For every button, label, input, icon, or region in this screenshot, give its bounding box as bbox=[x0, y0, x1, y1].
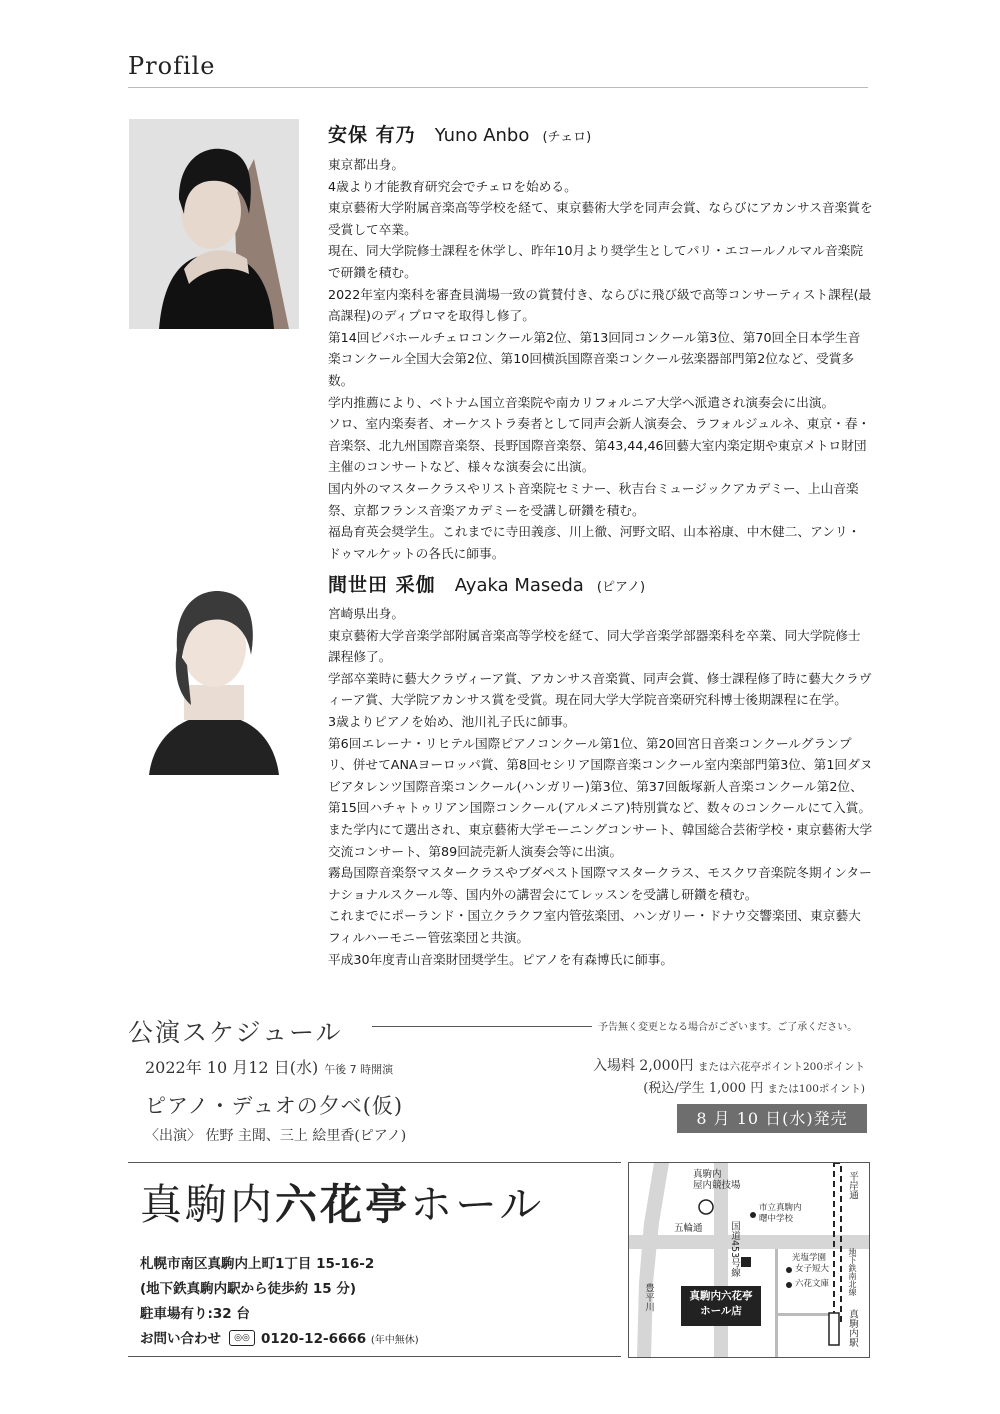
map-label-koshin: 光塩学園 bbox=[792, 1253, 827, 1263]
bio-paragraph: 平成30年度青山音楽財団奨学生。ピアノを有森博氏に師事。 bbox=[328, 951, 674, 967]
venue-name-part: ホール bbox=[410, 1180, 545, 1229]
schedule-title: 公演スケジュール bbox=[128, 1018, 343, 1047]
bio-paragraph: 学部卒業時に藝大クラヴィーア賞、アカンサス音楽賞、同声会賞、修士課程修了時に藝大クラヴィーア賞、大学院アカンサス賞を受賞。現在同大学大学院音楽研究科博士後期課程に在学。 bbox=[328, 670, 872, 708]
venue-name-part: 六花亭 bbox=[275, 1180, 411, 1229]
venue-logo bbox=[140, 1172, 544, 1232]
concert-performers: 〈出演〉 佐野 主聞、三上 絵里香(ピアノ) bbox=[145, 1128, 407, 1144]
bio-paragraph: 3歳よりピアノを始め、池川礼子氏に師事。 bbox=[328, 713, 576, 729]
contact-tel-note: (年中無休) bbox=[370, 1335, 419, 1346]
bio-paragraph: 学内推薦により、ベトナム国立音楽院や南カリフォルニア大学へ派遣され演奏会に出演。 bbox=[328, 394, 835, 410]
map-label-hiragishi: 平岸通 bbox=[847, 1171, 858, 1200]
artist-name-en: Yuno Anbo bbox=[434, 125, 530, 146]
bio-paragraph: 東京藝術大学附属音楽高等学校を経て、東京藝術大学を同声会賞、ならびにアカンサス音楽賞を受賞して卒業。 bbox=[328, 200, 873, 237]
artist-bio-anbo bbox=[328, 154, 873, 564]
time-note: 午後 7 時開演 bbox=[324, 1063, 394, 1076]
release-date-badge: 8 月 10 日(水)発売 bbox=[677, 1104, 867, 1133]
section-title: Profile bbox=[128, 52, 216, 80]
map-label-river: 豊平川 bbox=[643, 1283, 654, 1312]
ticket-price bbox=[593, 1055, 865, 1075]
bio-paragraph: 東京都出身。 bbox=[328, 157, 405, 172]
bio-paragraph: これまでにポーランド・国立クラクフ室内管弦楽団、ハンガリー・ドナウ交響楽団、東京藝大フィルハーモニー管弦楽団と共演。 bbox=[328, 908, 861, 945]
map-label-street: 五輪通 bbox=[674, 1223, 703, 1234]
bio-paragraph: 東京藝術大学音楽学部附属音楽高等学校を経て、同大学音楽学部器楽科を卒業、同大学院修士課程修了。 bbox=[328, 627, 861, 665]
price-sub: (税込/学生 1,000 円 bbox=[643, 1081, 764, 1096]
bio-paragraph: 第6回エレーナ・リヒテル国際ピアノコンクール第1位、第20回宮日音楽コンクールグランプリ、併せてANAヨーロッパ賞、第8回セシリア国際音楽コンクール室内楽部門第3位、第1回ダヌビアタレンツ国際音楽コンクール(ハンガリー)第3位、第37回飯塚新人音楽コンクール第2位、第15回ハチャトゥリアン国際コンクール(アルメニア)特別賞など、数々のコンクールにて入賞。 bbox=[328, 735, 873, 816]
ticket-price-student bbox=[643, 1077, 865, 1096]
artist-name-maseda bbox=[328, 570, 645, 597]
bio-paragraph: 宮崎県出身。 bbox=[328, 606, 405, 621]
artist-name-jp: 間世田 采伽 bbox=[328, 574, 436, 596]
contact-tel[interactable]: 0120-12-6666 bbox=[261, 1331, 367, 1347]
artist-instrument: (ピアノ) bbox=[596, 580, 646, 595]
map-label-rikka-bunko: 六花文庫 bbox=[795, 1279, 830, 1289]
schedule-notice: 予告無く変更となる場合がございます。ご了承ください。 bbox=[598, 1022, 858, 1033]
artist-instrument: (チェロ) bbox=[542, 130, 592, 145]
artist-bio-maseda bbox=[328, 603, 873, 970]
bio-paragraph: 霧島国際音楽祭マスタークラスやブダペスト国際マスタークラス、モスクワ音楽院冬期インターナショナルスクール等、国内外の講習会にてレッスンを受講し研鑽を積む。 bbox=[328, 865, 872, 902]
bio-paragraph: 第14回ビバホールチェロコンクール第2位、第13回同コンクール第3位、第70回全日本学生音楽コンクール全国大会第2位、第10回横浜国際音楽コンクール弦楽器部門第2位など、受賞多数。 bbox=[328, 329, 861, 388]
map-store-label: 真駒内六花亭 ホール店 bbox=[681, 1286, 761, 1326]
concert-date bbox=[145, 1055, 393, 1078]
bio-paragraph: ソロ、室内楽奏者、オーケストラ奏者として同声会新人演奏会、ラフォルジュルネ、東京・春・音楽祭、北九州国際音楽祭、長野国際音楽祭、第43,44,46回藝大室内楽定期や東京メトロ財団主催のコンサートなど、様々な演奏会に出演。 bbox=[328, 416, 871, 475]
bio-paragraph: 福島育英会奨学生。これまでに寺田義彦、川上徹、河野文昭、山本裕康、中木健二、アンリ・ドゥマルケットの各氏に師事。 bbox=[328, 524, 861, 561]
venue-address: 札幌市南区真駒内上町1丁目 15-16-2 bbox=[140, 1256, 375, 1272]
venue-name-part: 真駒内 bbox=[140, 1180, 276, 1229]
map-label-subway: 地下鉄南北線 bbox=[848, 1248, 857, 1296]
artist-photo-maseda bbox=[129, 565, 299, 775]
artist-photo-anbo bbox=[129, 119, 299, 329]
price-main-note: または六花亭ポイント200ポイント bbox=[697, 1061, 865, 1073]
bio-paragraph: 現在、同大学院修士課程を休学し、昨年10月より奨学生としてパリ・エコールノルマル音楽院で研鑽を積む。 bbox=[328, 243, 864, 280]
map-label-womens-college: 女子短大 bbox=[795, 1264, 830, 1274]
venue-parking: 駐車場有り:32 台 bbox=[140, 1306, 250, 1322]
artist-name-jp: 安保 有乃 bbox=[328, 124, 416, 146]
map-label-station: 真駒内駅 bbox=[847, 1309, 858, 1347]
artist-name-en: Ayaka Maseda bbox=[454, 575, 584, 596]
price-main: 入場料 2,000円 bbox=[592, 1058, 694, 1074]
phone-icon: ◎◎ bbox=[229, 1330, 255, 1346]
map-label-school: 市立真駒内 曙中学校 bbox=[759, 1203, 802, 1224]
artist-name-anbo bbox=[328, 120, 591, 147]
bio-paragraph: また学内にて選出され、東京藝術大学モーニングコンサート、韓国総合芸術学校・東京藝術大学交流コンサート、第89回読売新人演奏会等に出演。 bbox=[328, 821, 873, 859]
bio-paragraph: 国内外のマスタークラスやリスト音楽院セミナー、秋吉台ミュージックアカデミー、上山音楽祭、京都フランス音楽アカデミーを受講し研鑽を積む。 bbox=[328, 480, 859, 518]
venue-map bbox=[628, 1162, 870, 1358]
price-sub-note: または100ポイント) bbox=[767, 1083, 865, 1095]
venue-bottom-divider bbox=[128, 1356, 621, 1357]
schedule-divider bbox=[372, 1026, 592, 1027]
contact-label: お問い合わせ bbox=[140, 1331, 221, 1347]
venue-contact bbox=[140, 1327, 610, 1347]
header-divider bbox=[128, 87, 868, 88]
map-label-route: 国道453号線 bbox=[729, 1221, 740, 1278]
venue-access: (地下鉄真駒内駅から徒歩約 15 分) bbox=[140, 1281, 357, 1297]
bio-paragraph: 4歳より才能教育研究会でチェロを始める。 bbox=[328, 178, 577, 194]
venue-top-divider bbox=[128, 1162, 621, 1163]
date-text: 2022年 10 月12 日(水) bbox=[145, 1058, 319, 1077]
bio-paragraph: 2022年室内楽科を審査員満場一致の賞賛付き、ならびに飛び級で高等コンサーティスト課程(最高課程)のディプロマを取得し修了。 bbox=[328, 286, 872, 324]
concert-title: ピアノ・デュオの夕べ(仮) bbox=[145, 1094, 404, 1118]
map-label-arena: 真駒内 屋内競技場 bbox=[693, 1169, 741, 1191]
